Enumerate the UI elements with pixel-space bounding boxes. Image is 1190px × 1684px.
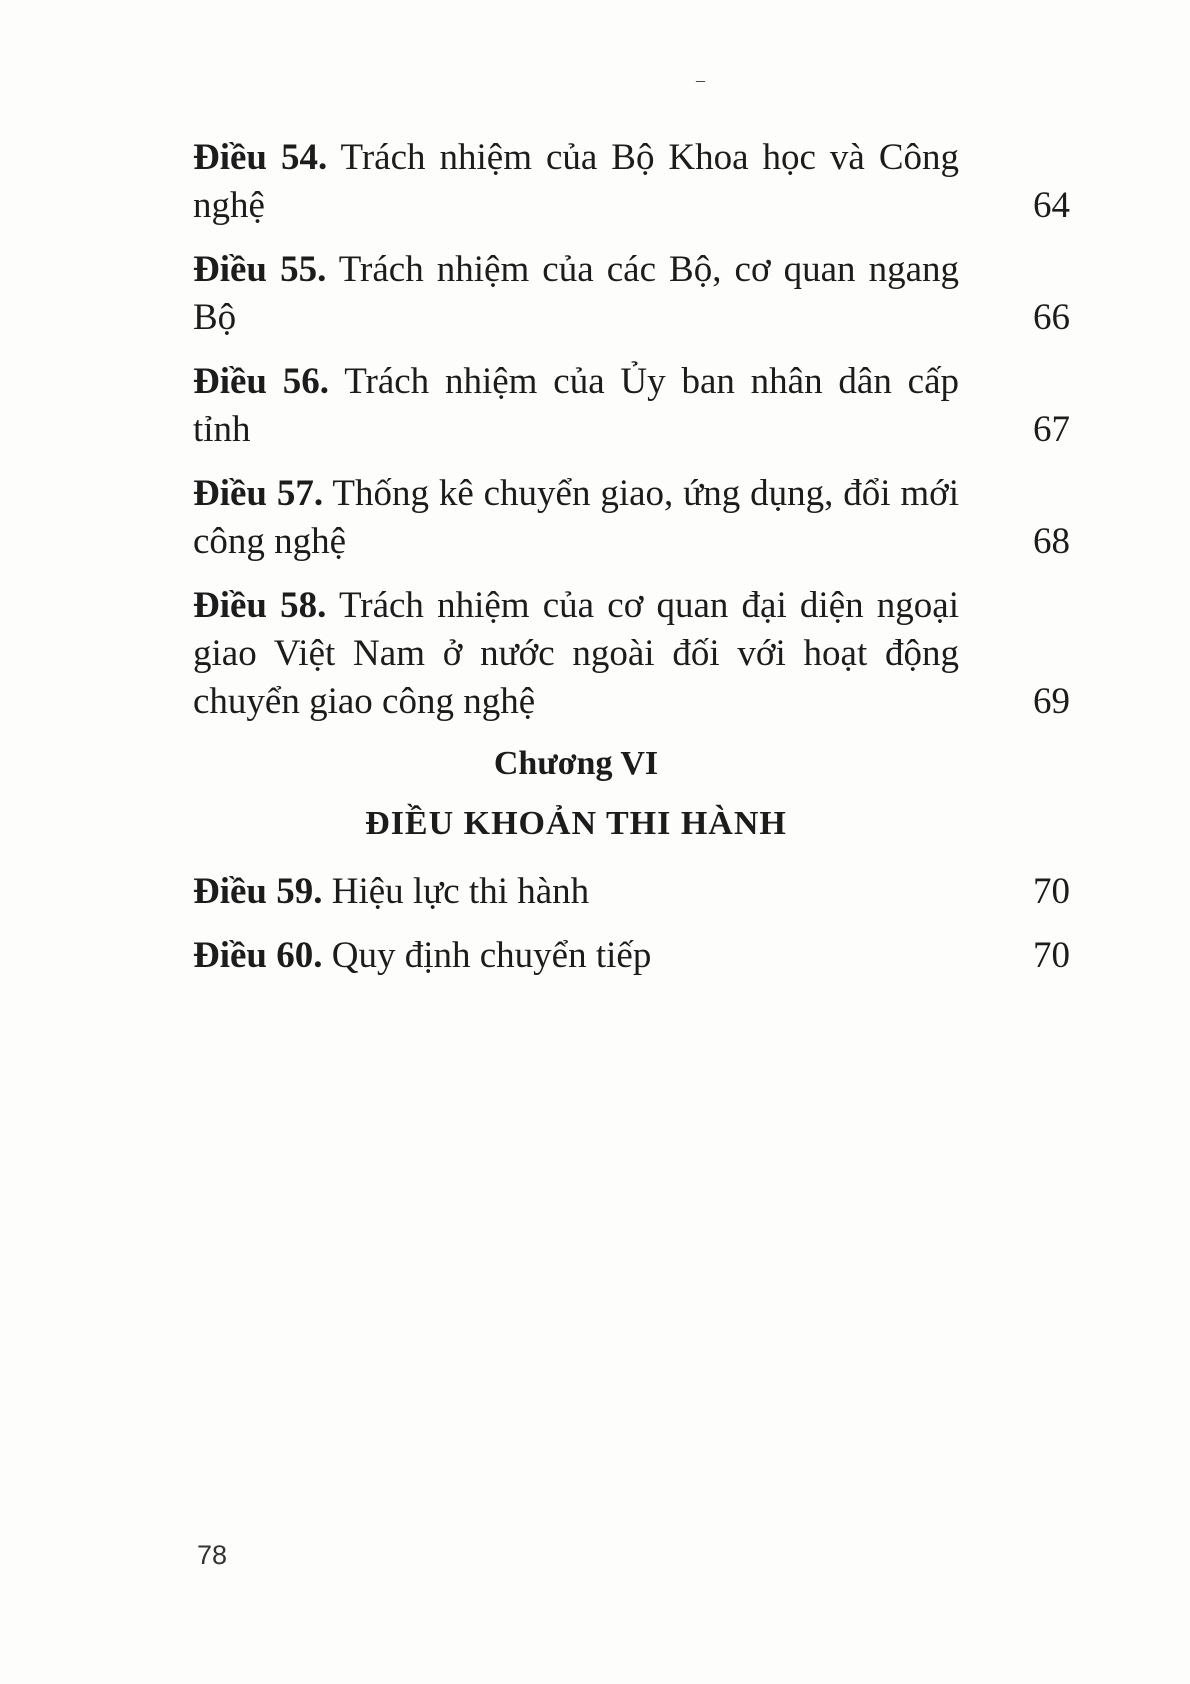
toc-entry-60 xyxy=(193,932,1070,980)
toc-entry-page: 64 xyxy=(1033,185,1070,226)
toc-entry-title: Trách nhiệm của Ủy ban nhân dân cấp tỉnh xyxy=(193,361,959,450)
toc-entry-58 xyxy=(193,582,1070,726)
toc-entry-page: 66 xyxy=(1033,297,1070,338)
toc-entry-label: Điều 58. xyxy=(193,585,327,626)
toc-entry-label: Điều 55. xyxy=(193,249,327,290)
toc-entry-59 xyxy=(193,868,1070,916)
toc-entry-label: Điều 60. xyxy=(193,935,323,976)
toc-entry-text xyxy=(193,358,959,454)
toc-entry-54 xyxy=(193,134,1070,230)
toc-entry-title: Hiệu lực thi hành xyxy=(331,871,590,912)
table-of-contents xyxy=(193,134,1070,996)
toc-entry-page: 70 xyxy=(1033,871,1070,912)
toc-entry-page: 68 xyxy=(1033,521,1070,562)
toc-entry-text xyxy=(193,932,959,980)
toc-entry-title: Trách nhiệm của các Bộ, cơ quan ngang Bộ xyxy=(193,249,960,338)
toc-entry-label: Điều 57. xyxy=(193,473,324,514)
toc-entry-text xyxy=(193,582,959,726)
toc-entry-title: Trách nhiệm của cơ quan đại diện ngoại giao Việt Nam ở nước ngoài đối với hoạt động chuyển giao công nghệ xyxy=(193,585,960,722)
toc-entry-title: Trách nhiệm của Bộ Khoa học và Công nghệ xyxy=(193,137,960,226)
toc-entry-title: Quy định chuyển tiếp xyxy=(331,935,652,976)
toc-entry-text xyxy=(193,134,959,230)
page-number: 78 xyxy=(197,1540,228,1570)
toc-entry-label: Điều 59. xyxy=(193,871,323,912)
chapter-number: Chương VI xyxy=(493,745,659,782)
toc-entry-55 xyxy=(193,246,1070,342)
chapter-title: ĐIỀU KHOẢN THI HÀNH xyxy=(365,805,787,842)
toc-entry-text xyxy=(193,470,959,566)
toc-entry-label: Điều 56. xyxy=(193,361,330,402)
toc-entry-page: 70 xyxy=(1033,935,1070,976)
toc-entry-title: Thống kê chuyển giao, ứng dụng, đổi mới công nghệ xyxy=(193,473,959,562)
toc-entry-label: Điều 54. xyxy=(193,137,328,178)
toc-entry-57 xyxy=(193,470,1070,566)
toc-entry-page: 67 xyxy=(1033,409,1070,450)
toc-entry-page: 69 xyxy=(1033,681,1070,722)
top-mark: – xyxy=(696,70,705,90)
toc-entry-text xyxy=(193,246,959,342)
toc-entry-text xyxy=(193,868,959,916)
toc-entry-56 xyxy=(193,358,1070,454)
